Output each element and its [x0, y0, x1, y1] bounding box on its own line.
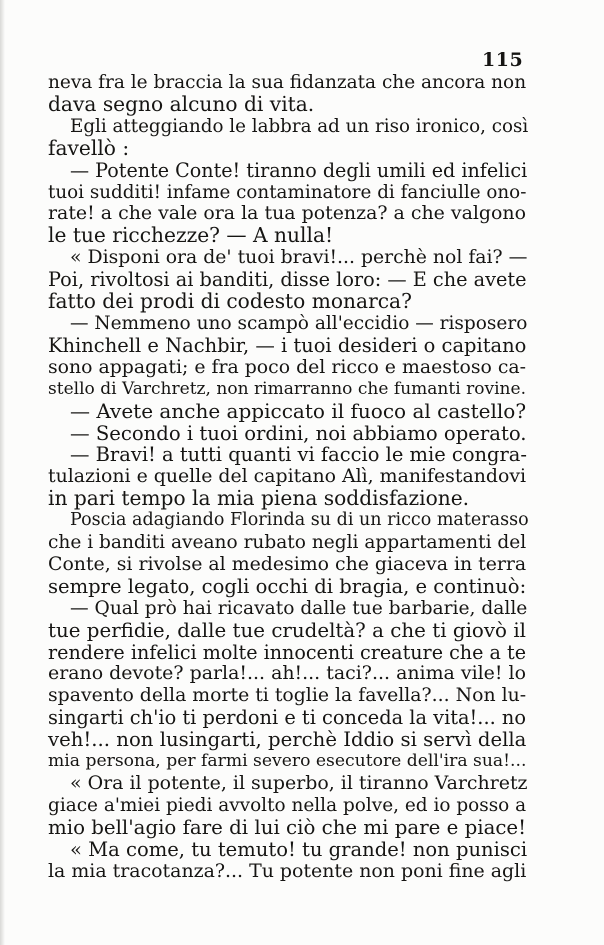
text-line: Khinchell e Nachbir, — i tuoi desideri o capitano [48, 333, 527, 357]
text-line: « Ma come, tu temuto! tu grande! non punisci [70, 837, 528, 861]
text-line: singarti ch'io ti perdoni e ti conceda la vita!... no [48, 706, 526, 730]
text-line: — Secondo i tuoi ordini, noi abbiamo operato. [70, 421, 527, 445]
body-text [48, 72, 529, 883]
text-line: rendere infelici molte innocenti creature che a te [48, 640, 526, 664]
page-number: 115 [482, 49, 524, 71]
text-line: veh!... non lusingarti, perchè Iddio si servì della [48, 728, 527, 752]
page-binding-shadow [0, 0, 5, 945]
text-line: tulazioni e quelle del capitano Alì, manifestandovi [48, 465, 527, 488]
text-line: — Qual prò hai ricavato dalle tue barbarie, dalle [70, 597, 528, 619]
text-line: Poscia adagiando Florinda su di un ricco materasso [70, 510, 529, 531]
text-line: rate! a che vale ora la tua potenza? a che valgono [48, 202, 526, 225]
text-line: dava segno alcuno di vita. [48, 91, 315, 116]
text-line: Conte, si rivolse al medesimo che giaceva in terra [48, 552, 527, 575]
text-line: Poi, rivoltosi ai banditi, disse loro: — E che avete [48, 268, 527, 292]
text-line: la mia tracotanza?... Tu potente non poni fine agli [48, 859, 527, 882]
text-line: spavento della morte ti toglie la favella?... Non lu- [48, 685, 527, 707]
text-line: in pari tempo la mia piena soddisfazione. [48, 486, 470, 511]
text-line: mia persona, per farmi severo esecutore dell'ira sua!... [48, 751, 527, 772]
text-line: — Avete anche appiccato il fuoco al castello? [70, 398, 527, 423]
text-line: Egli atteggiando le labbra ad un riso ironico, così [70, 115, 529, 137]
text-line: sempre legato, cogli occhi di bragia, e continuò: [48, 574, 527, 598]
text-line: mio bell'agio fare di lui ciò che mi pare e piace! [48, 815, 527, 839]
text-line: stello di Varchretz, non rimarranno che fumanti rovine. [48, 378, 526, 399]
text-line: tuoi sudditi! infame contaminatore di fanciulle ono- [48, 181, 527, 203]
text-line: — Potente Conte! tiranno degli umili ed infelici [70, 158, 528, 182]
text-line: erano devote? parla!... ah!... taci?... anima vile! lo [48, 662, 526, 685]
text-line: tue perfidie, dalle tue crudeltà? a che ti giovò il [48, 618, 526, 642]
text-line: che i banditi aveano rubato negli appartamenti del [48, 532, 527, 554]
text-line: — Nemmeno uno scampò all'eccidio — risposero [70, 312, 528, 334]
text-line: sono appagati; e fra poco del ricco e maestoso ca- [48, 356, 526, 378]
text-line: « Disponi ora de' tuoi bravi!... perchè nol fai? — [70, 247, 528, 269]
text-line: — Bravi! a tutti quanti vi faccio le mie congra- [70, 443, 527, 467]
text-line: « Ora il potente, il superbo, il tiranno Varchretz [70, 772, 528, 794]
text-line: favellò : [48, 135, 130, 160]
text-line: giace a'miei piedi avvolto nella polve, ed io posso a [48, 794, 527, 816]
text-line: neva fra le braccia la sua fidanzata che ancora non [48, 72, 527, 93]
text-line: fatto dei prodi di codesto monarca? [48, 289, 412, 314]
text-line: le tue ricchezze? — A nulla! [48, 223, 334, 248]
